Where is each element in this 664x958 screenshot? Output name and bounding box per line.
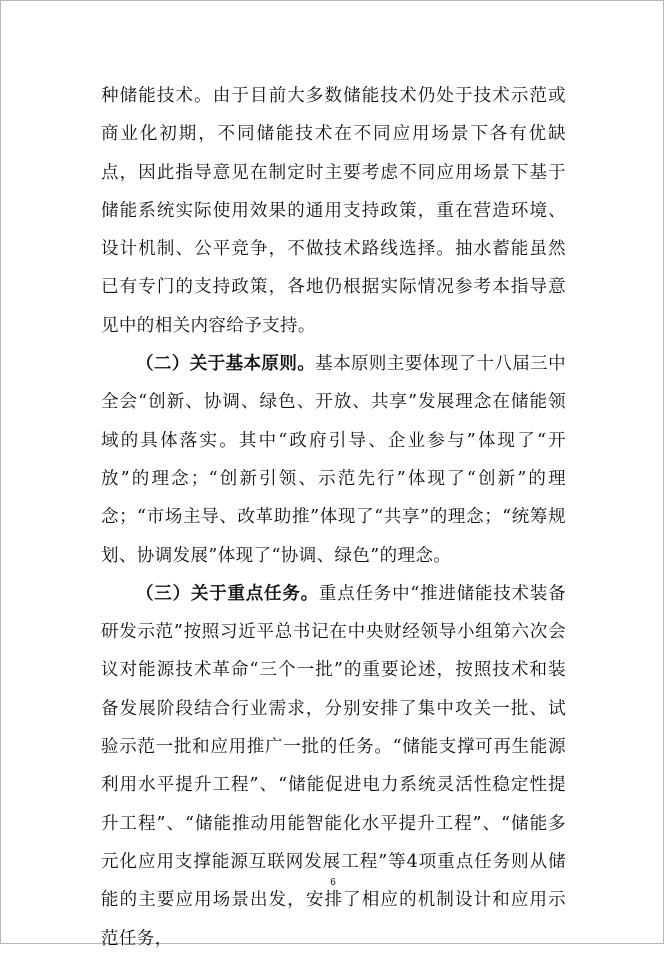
paragraph-text: 种储能技术。由于目前大多数储能技术仍处于技术示范或商业化初期，不同储能技术在不同应用场景下各有优缺点，因此指导意见在制定时主要考虑不同应用场景下基于储能系统实际使用效果的通用支持政策，重在营造环境、设计机制、公平竞争，不做技术路线选择。抽水蓄能虽然已有专门的支持政策，各地仍根据实际情况参考本指导意见中的相关内容给予支持。 xyxy=(101,86,566,336)
paragraph-text: 重点任务中“推进储能技术装备研发示范”按照习近平总书记在中央财经领导小组第六次会议对能源技术革命“三个一批”的重要论述，按照技术和装备发展阶段结合行业需求，分别安排了集中攻关一批、试验示范一批和应用推广一批的任务。“储能支撑可再生能源利用水平提升工程”、“储能促进电力系统灵活性稳定性提升工程”、“储能推动用能智能化水平提升工程”、“储能多元化应用支撑能源互联网发展工程”等4项重点任务则从储能的主要应用场景出发，安排了相应的机制设计和应用示范任务， xyxy=(101,583,567,949)
section-heading-basic-principles: （二）关于基本原则。 xyxy=(136,354,316,375)
paragraph-key-tasks xyxy=(101,575,566,958)
document-body xyxy=(101,77,566,958)
section-heading-key-tasks: （三）关于重点任务。 xyxy=(136,583,319,604)
paragraph-basic-principles xyxy=(101,345,566,575)
paragraph-continuation xyxy=(101,77,566,345)
page-number: 6 xyxy=(330,877,336,888)
paragraph-text: 基本原则主要体现了十八届三中全会“创新、协调、绿色、开放、共享”发展理念在储能领域的具体落实。其中“政府引导、企业参与”体现了“开放”的理念；“创新引领、示范先行”体现了“创新”的理念；“市场主导、改革助推”体现了“共享”的理念；“统筹规划、协调发展”体现了“协调、绿色”的理念。 xyxy=(101,354,566,566)
